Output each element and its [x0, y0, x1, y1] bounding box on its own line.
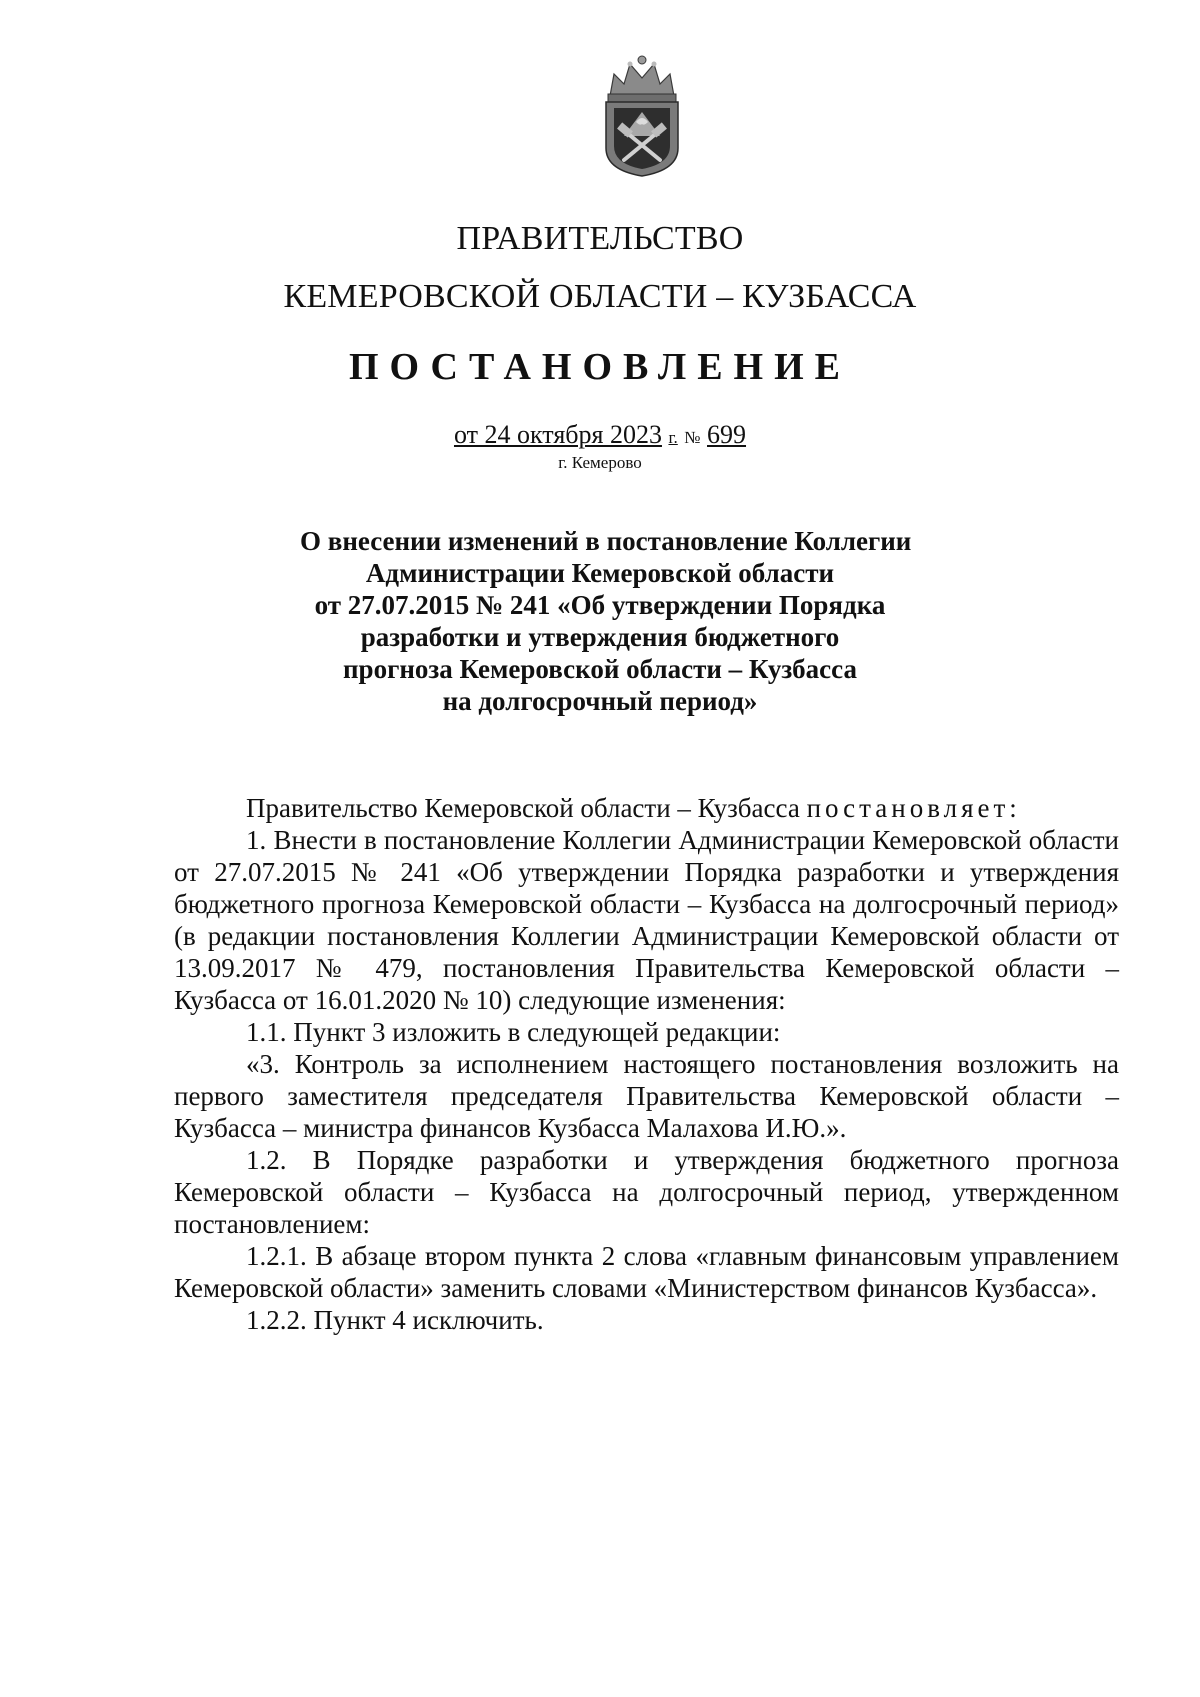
government-name-line1: ПРАВИТЕЛЬСТВО: [456, 220, 744, 257]
document-number: 699: [707, 420, 747, 449]
paragraph-1-1: 1.1. Пункт 3 изложить в следующей редакции:: [246, 1017, 781, 1047]
paragraph-1: 1. Внести в постановление Коллегии Администрации Кемеровской области от 27.07.2015 № 241 «Об утверждении Порядка разработки и утверждения бюджетного прогноза Кемеровской области – Кузбасса на долгосрочный период» (в редакции постановления Коллегии Администрации Кемеровской области от 13.09.2017 № 479, постановления Правительства Кемеровской области – Кузбасса от 16.01.2020 № 10) следующие изменения:: [174, 825, 1119, 1015]
document-city: г. Кемерово: [558, 453, 642, 472]
subject-line: О внесении изменений в постановление Коллегии: [300, 526, 912, 556]
government-name-line2: КЕМЕРОВСКОЙ ОБЛАСТИ – КУЗБАССА: [283, 278, 917, 315]
number-sign: №: [684, 428, 701, 447]
subject-line: прогноза Кемеровской области – Кузбасса: [343, 654, 857, 684]
intro-verb: постановляет:: [806, 793, 1021, 823]
subject-line: на долгосрочный период»: [442, 686, 758, 716]
paragraph-1-2-1: 1.2.1. В абзаце втором пункта 2 слова «главным финансовым управлением Кемеровской области» заменить словами «Министерством финансов Кузбасса».: [174, 1241, 1119, 1303]
document-subject: [300, 525, 912, 717]
paragraph-1-1-text: «3. Контроль за исполнением настоящего постановления возложить на первого заместителя председателя Правительства Кемеровской области – Кузбасса – министра финансов Кузбасса Малахова И.Ю.».: [174, 1049, 1119, 1143]
document-type-title: ПОСТАНОВЛЕНИЕ: [348, 346, 852, 388]
document-date: от 24 октября 2023: [453, 420, 662, 449]
document-body: [174, 792, 1119, 1336]
kuzbass-coat-of-arms-icon: [596, 52, 688, 178]
intro-text: Правительство Кемеровской области – Кузбасса: [246, 793, 800, 823]
subject-line: Администрации Кемеровской области: [365, 558, 835, 588]
paragraph-1-2: 1.2. В Порядке разработки и утверждения бюджетного прогноза Кемеровской области – Кузбасса на долгосрочный период, утвержденном постановлением:: [174, 1145, 1119, 1239]
paragraph-1-2-2: 1.2.2. Пункт 4 исключить.: [246, 1305, 544, 1335]
document-date-number: [0, 420, 1200, 450]
document-year-suffix: г.: [668, 428, 678, 447]
subject-line: разработки и утверждения бюджетного: [360, 622, 840, 652]
subject-line: от 27.07.2015 № 241 «Об утверждении Порядка: [314, 590, 886, 620]
intro-paragraph: [174, 792, 1119, 824]
